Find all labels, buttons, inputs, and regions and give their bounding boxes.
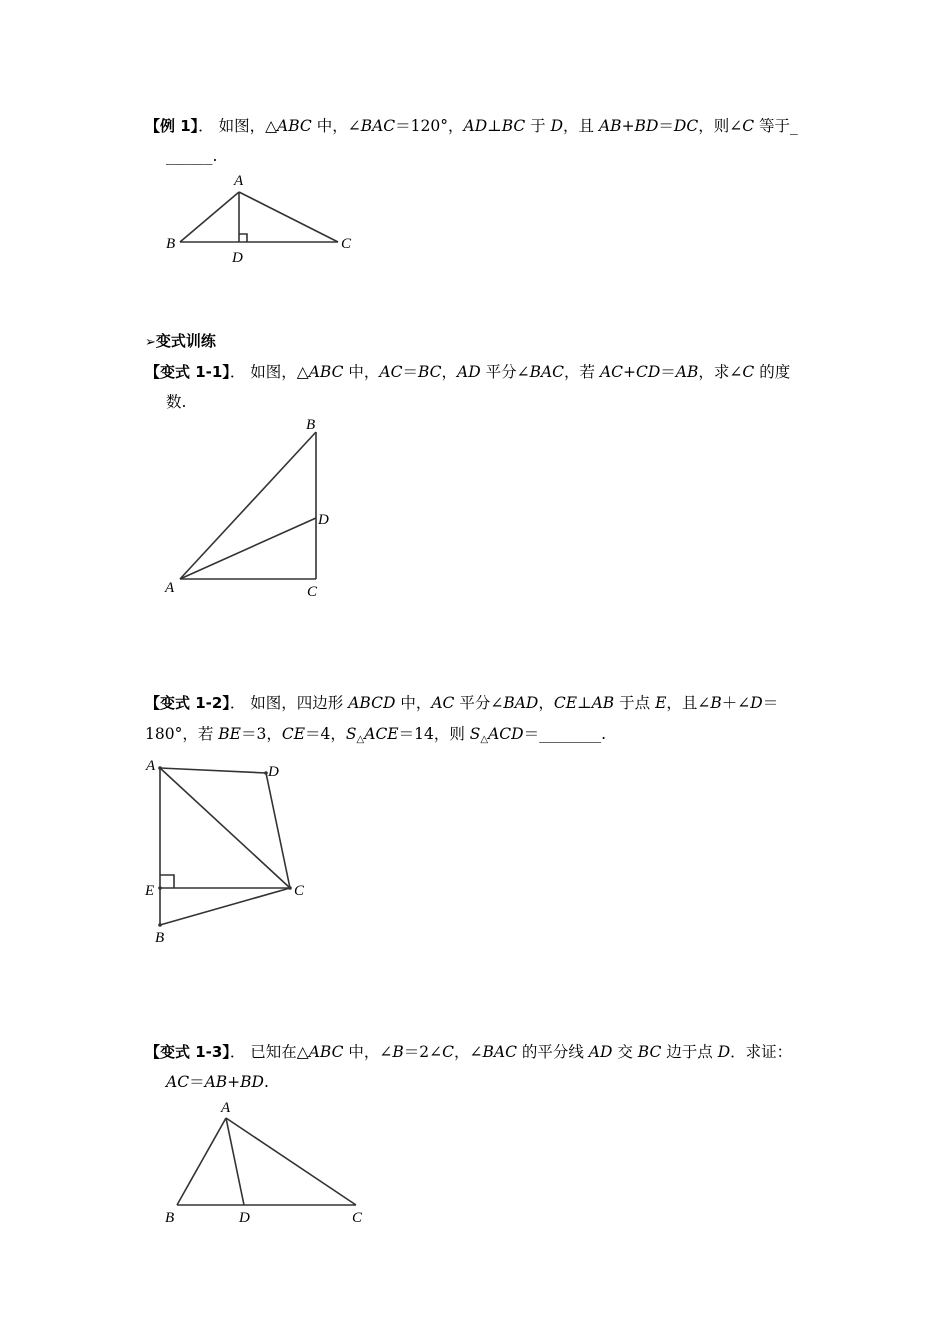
variant-1-2-text: 【变式 1-2】． 如图，四边形 ABCD 中，AC 平分∠BAD，CE⊥AB 于点 E，且∠B＋∠D＝ <box>145 694 779 712</box>
variant-1-1-label: 【变式 1-1】 <box>145 363 230 381</box>
segment-ab <box>180 432 316 579</box>
segment-ac <box>239 192 338 242</box>
point-label-d: D <box>239 1210 250 1226</box>
segment-bc <box>160 888 290 925</box>
point-label-b: B <box>155 930 165 946</box>
segment-ac <box>226 1118 356 1205</box>
segment-ac <box>160 768 290 888</box>
point-label-a: A <box>146 758 156 774</box>
segment-ad <box>180 518 316 579</box>
example-1-label: 【例 1】 <box>145 117 199 135</box>
variant-1-1-text: 【变式 1-1】． 如图，△ABC 中，AC＝BC，AD 平分∠BAC，若 AC+CD＝AB，求∠C 的度 <box>145 363 791 381</box>
variant-1-3-text: 【变式 1-3】． 已知在△ABC 中，∠B＝2∠C，∠BAC 的平分线 AD 交 BC 边于点 D．求证： <box>145 1043 793 1061</box>
arrow-icon: ➢ <box>145 335 156 350</box>
segment-ad <box>160 768 266 773</box>
example-1-blank: ______. <box>166 147 218 165</box>
variant-1-2-figure <box>140 755 340 955</box>
segment-ab <box>180 192 239 242</box>
segment-dc <box>266 773 290 888</box>
right-angle-mark <box>239 234 247 242</box>
point-label-d: D <box>318 512 329 528</box>
variant-1-3-figure <box>160 1098 380 1233</box>
right-angle-mark <box>160 875 174 888</box>
variant-1-1-figure <box>160 412 360 607</box>
variant-1-3-text-line2: AC＝AB+BD. <box>166 1073 269 1091</box>
point-label-b: B <box>166 236 176 252</box>
point-label-d: D <box>232 250 243 266</box>
variant-1-3-label: 【变式 1-3】 <box>145 1043 230 1061</box>
segment-ab <box>177 1118 226 1205</box>
point-label-c: C <box>352 1210 363 1226</box>
segment-ad <box>226 1118 244 1205</box>
point-label-c: C <box>307 584 318 600</box>
point-label-a: A <box>221 1100 231 1116</box>
section-heading <box>145 331 216 353</box>
point-label-b: B <box>165 1210 175 1226</box>
section-title: 变式训练 <box>155 332 216 350</box>
point-label-c: C <box>294 883 305 899</box>
example-1-figure <box>160 170 370 270</box>
point-label-a: A <box>165 580 175 596</box>
variant-1-2-label: 【变式 1-2】 <box>145 694 230 712</box>
point-label-e: E <box>145 883 155 899</box>
variant-1-1-text-line2: 数. <box>166 393 187 411</box>
point-label-c: C <box>341 236 352 252</box>
point-label-d: D <box>268 764 279 780</box>
variant-1-2-text-line2: 180°，若 BE＝3，CE＝4，$S_\triangle ACE=14$，则 $S_\triangle ACD=\_\_\_\_\_\_\_\_$. <box>145 725 607 745</box>
example-1-text: 【例 1】． 如图，△ABC 中，∠BAC＝120°，AD⊥BC 于 D，且 AB+BD＝DC，则∠C 等于_ <box>145 117 798 135</box>
point-label-b: B <box>306 417 316 433</box>
point-label-a: A <box>234 173 244 189</box>
